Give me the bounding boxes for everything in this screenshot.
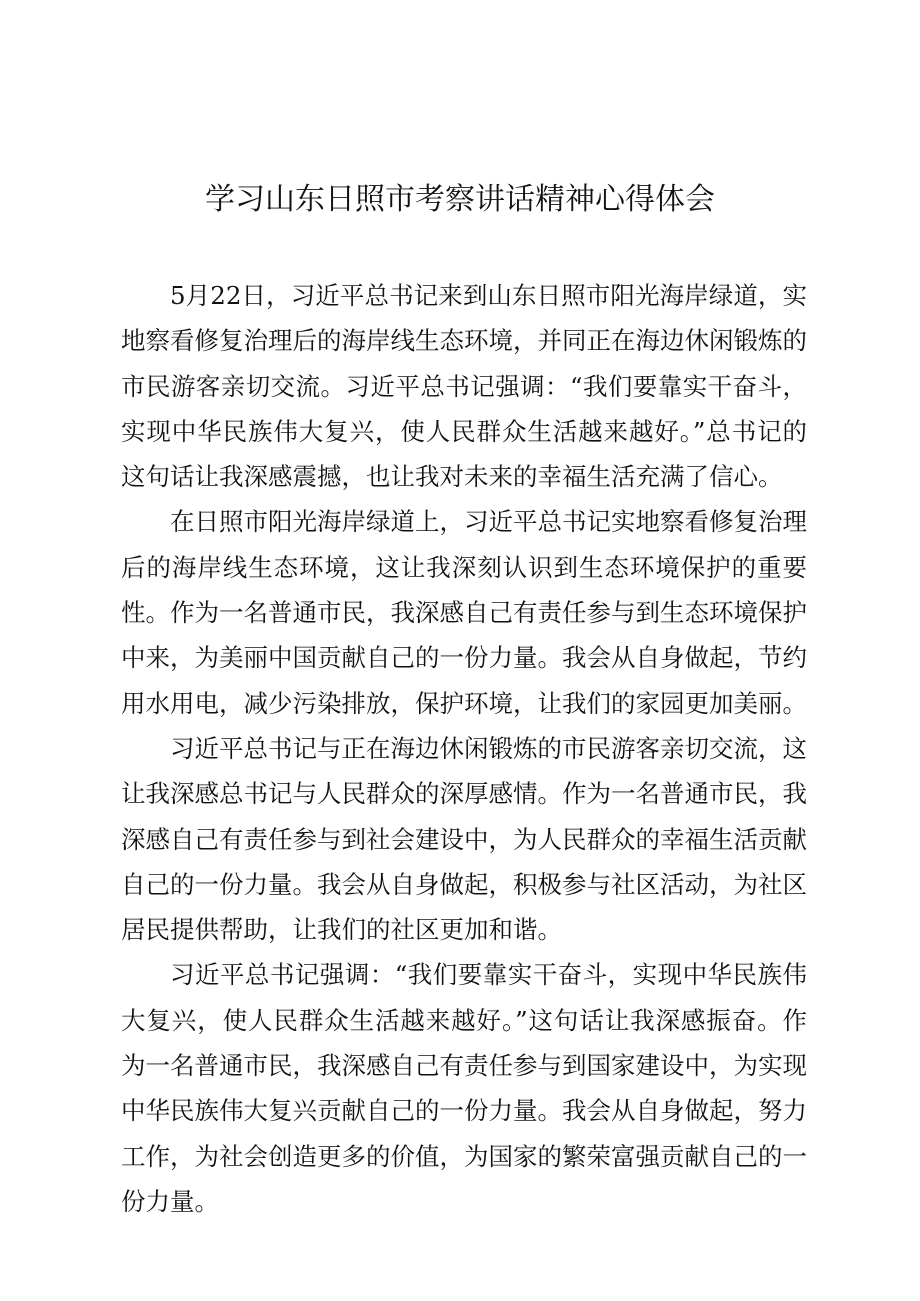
paragraph-2: 在日照市阳光海岸绿道上，习近平总书记实地察看修复治理后的海岸线生态环境，这让我深刻认识到生态环境保护的重要性。作为一名普通市民，我深感自己有责任参与到生态环境保护中来，为美丽中国贡献自己的一份力量。我会从自身做起，节约用水用电，减少污染排放，保护环境，让我们的家园更加美丽。 <box>121 507 807 718</box>
document-title: 学习山东日照市考察讲话精神心得体会 <box>205 182 715 217</box>
paragraph-3: 习近平总书记与正在海边休闲锻炼的市民游客亲切交流，这让我深感总书记与人民群众的深厚感情。作为一名普通市民，我深感自己有责任参与到社会建设中，为人民群众的幸福生活贡献自己的一份力量。我会从自身做起，积极参与社区活动，为社区居民提供帮助，让我们的社区更加和谐。 <box>121 733 807 945</box>
paragraph-1: 5月22日，习近平总书记来到山东日照市阳光海岸绿道，实地察看修复治理后的海岸线生态环境，并同正在海边休闲锻炼的市民游客亲切交流。习近平总书记强调：“我们要靠实干奋斗，实现中华民族伟大复兴，使人民群众生活越来越好。”总书记的这句话让我深感震撼，也让我对未来的幸福生活充满了信心。 <box>121 281 807 492</box>
document-body <box>121 273 807 1224</box>
paragraph-4: 习近平总书记强调：“我们要靠实干奋斗，实现中华民族伟大复兴，使人民群众生活越来越好。”这句话让我深感振奋。作为一名普通市民，我深感自己有责任参与到国家建设中，为实现中华民族伟大复兴贡献自己的一份力量。我会从自身做起，努力工作，为社会创造更多的价值，为国家的繁荣富强贡献自己的一份力量。 <box>121 960 807 1216</box>
